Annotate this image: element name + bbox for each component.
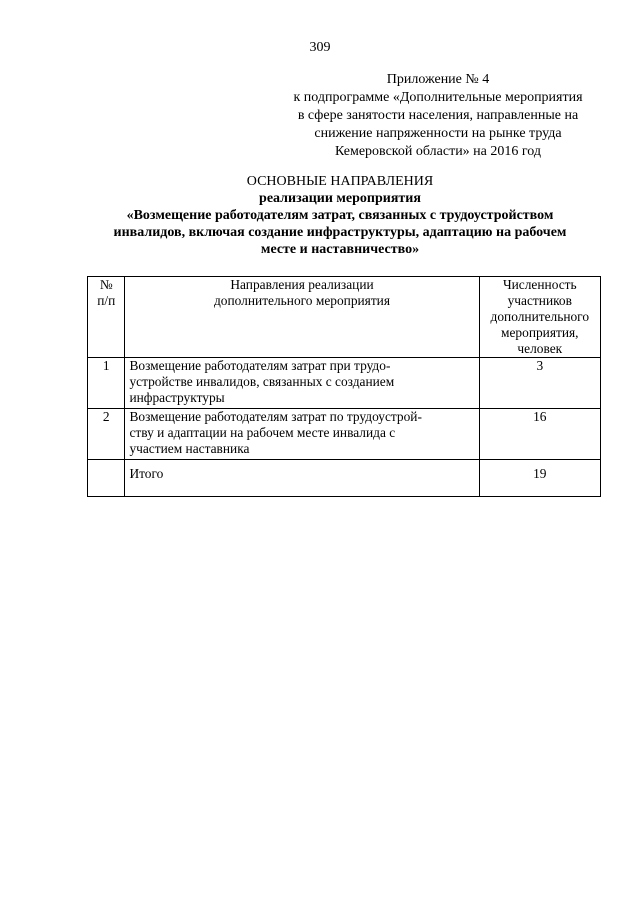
measure-title-line: инвалидов, включая создание инфраструктуры, адаптацию на рабочем <box>113 225 567 240</box>
table-total-row <box>88 460 601 497</box>
document-heading <box>70 173 610 258</box>
cell-num: 1 <box>88 358 125 409</box>
cell-count: 3 <box>479 358 600 409</box>
table-header-row <box>88 277 601 358</box>
appendix-line: Кемеровской области» на 2016 год <box>334 144 542 159</box>
table-row <box>88 409 601 460</box>
header-direction: Направления реализации дополнительного мероприятия <box>125 277 479 358</box>
directions-table <box>87 276 601 497</box>
document-subtitle: реализации мероприятия <box>259 191 421 206</box>
document-title: ОСНОВНЫЕ НАПРАВЛЕНИЯ <box>246 174 434 189</box>
measure-title-line: месте и наставничество» <box>260 242 420 257</box>
cell-direction: Возмещение работодателям затрат при трудо- устройстве инвалидов, связанных с созданием инфраструктуры <box>125 358 479 409</box>
total-count: 19 <box>479 460 600 497</box>
cell-num <box>88 460 125 497</box>
table-row <box>88 358 601 409</box>
appendix-line: Приложение № 4 <box>386 72 490 87</box>
header-num: № п/п <box>88 277 125 358</box>
cell-num: 2 <box>88 409 125 460</box>
appendix-line: к подпрограмме «Дополнительные мероприятия <box>293 90 583 105</box>
appendix-note <box>268 71 608 161</box>
page-number: 309 <box>309 40 331 55</box>
cell-count: 16 <box>479 409 600 460</box>
cell-direction: Возмещение работодателям затрат по трудоустрой- ству и адаптации на рабочем месте инвалида с участием наставника <box>125 409 479 460</box>
appendix-line: в сфере занятости населения, направленные на <box>297 108 579 123</box>
appendix-line: снижение напряженности на рынке труда <box>314 126 562 141</box>
measure-title-line: «Возмещение работодателям затрат, связанных с трудоустройством <box>126 208 554 223</box>
total-label: Итого <box>125 460 479 497</box>
header-count: Численность участников дополнительного мероприятия, человек <box>479 277 600 358</box>
